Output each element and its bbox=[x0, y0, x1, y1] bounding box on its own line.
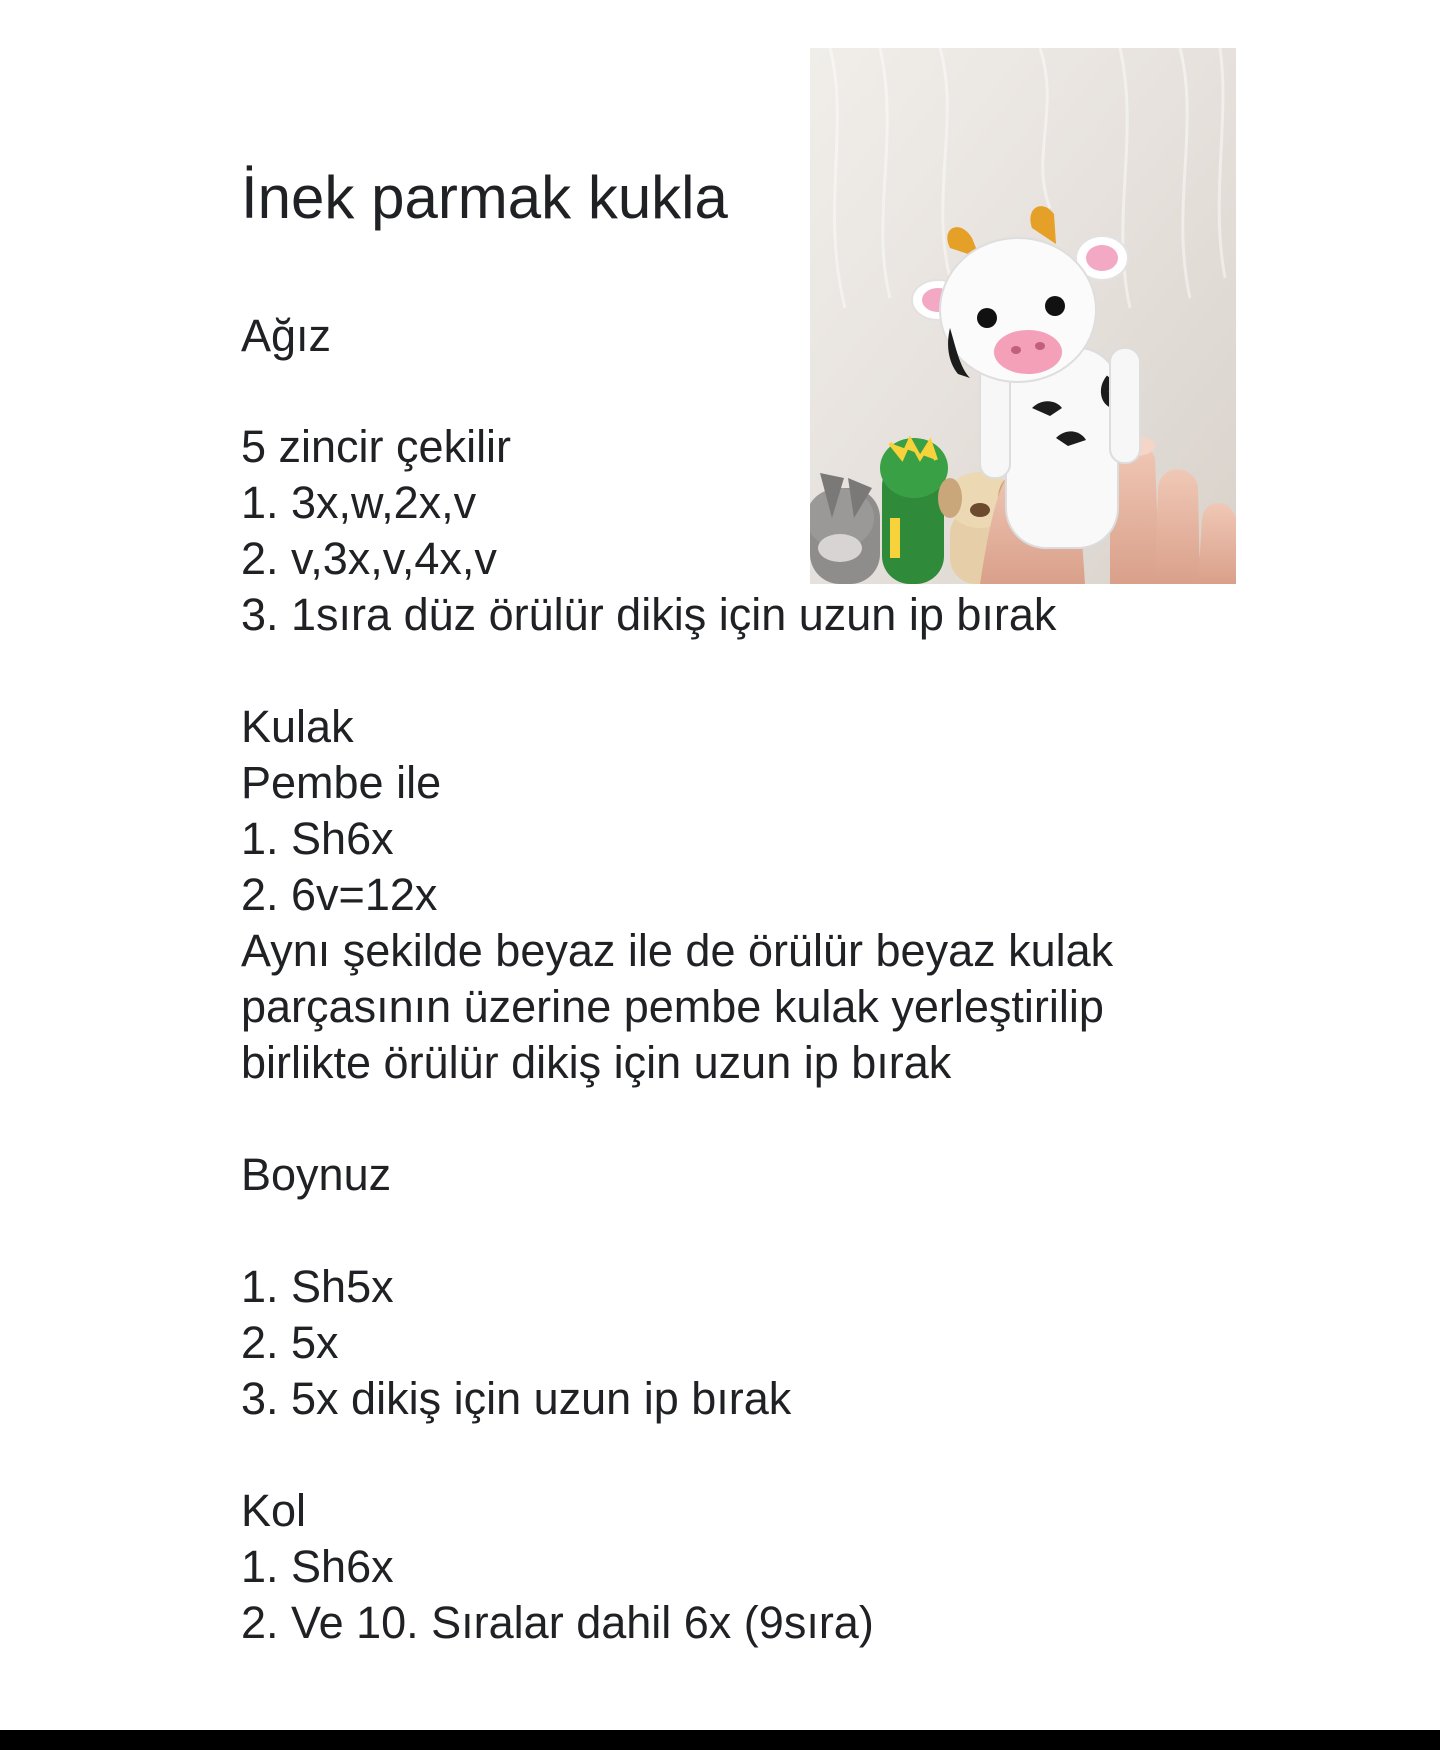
instruction-line: parçasının üzerine pembe kulak yerleştirilip bbox=[241, 981, 1104, 1032]
instruction-line: 1. Sh6x bbox=[241, 813, 394, 864]
instruction-line: 1. Sh6x bbox=[241, 1541, 394, 1592]
instruction-line: 3. 5x dikiş için uzun ip bırak bbox=[241, 1373, 792, 1424]
instruction-line: 1. Sh5x bbox=[241, 1261, 394, 1312]
instruction-line: 2. Ve 10. Sıralar dahil 6x (9sıra) bbox=[241, 1597, 874, 1648]
instruction-line: 2. 6v=12x bbox=[241, 869, 438, 920]
section-heading-agiz: Ağız bbox=[241, 310, 332, 361]
section-heading-boynuz: Boynuz bbox=[241, 1149, 392, 1200]
instruction-line: Pembe ile bbox=[241, 757, 442, 808]
instruction-line: 3. 1sıra düz örülür dikiş için uzun ip bırak bbox=[241, 589, 1057, 640]
instruction-line: 2. v,3x,v,4x,v bbox=[241, 533, 497, 584]
page-title: İnek parmak kukla bbox=[241, 164, 728, 231]
cow-finger-puppet-photo bbox=[810, 48, 1236, 584]
section-heading-kol: Kol bbox=[241, 1485, 307, 1536]
instruction-line: 2. 5x bbox=[241, 1317, 339, 1368]
instruction-line: 1. 3x,w,2x,v bbox=[241, 477, 477, 528]
section-heading-kulak: Kulak bbox=[241, 701, 354, 752]
instruction-line: birlikte örülür dikiş için uzun ip bırak bbox=[241, 1037, 952, 1088]
instruction-line: 5 zincir çekilir bbox=[241, 421, 512, 472]
instruction-line: Aynı şekilde beyaz ile de örülür beyaz kulak bbox=[241, 925, 1114, 976]
bottom-bar bbox=[0, 1730, 1440, 1750]
